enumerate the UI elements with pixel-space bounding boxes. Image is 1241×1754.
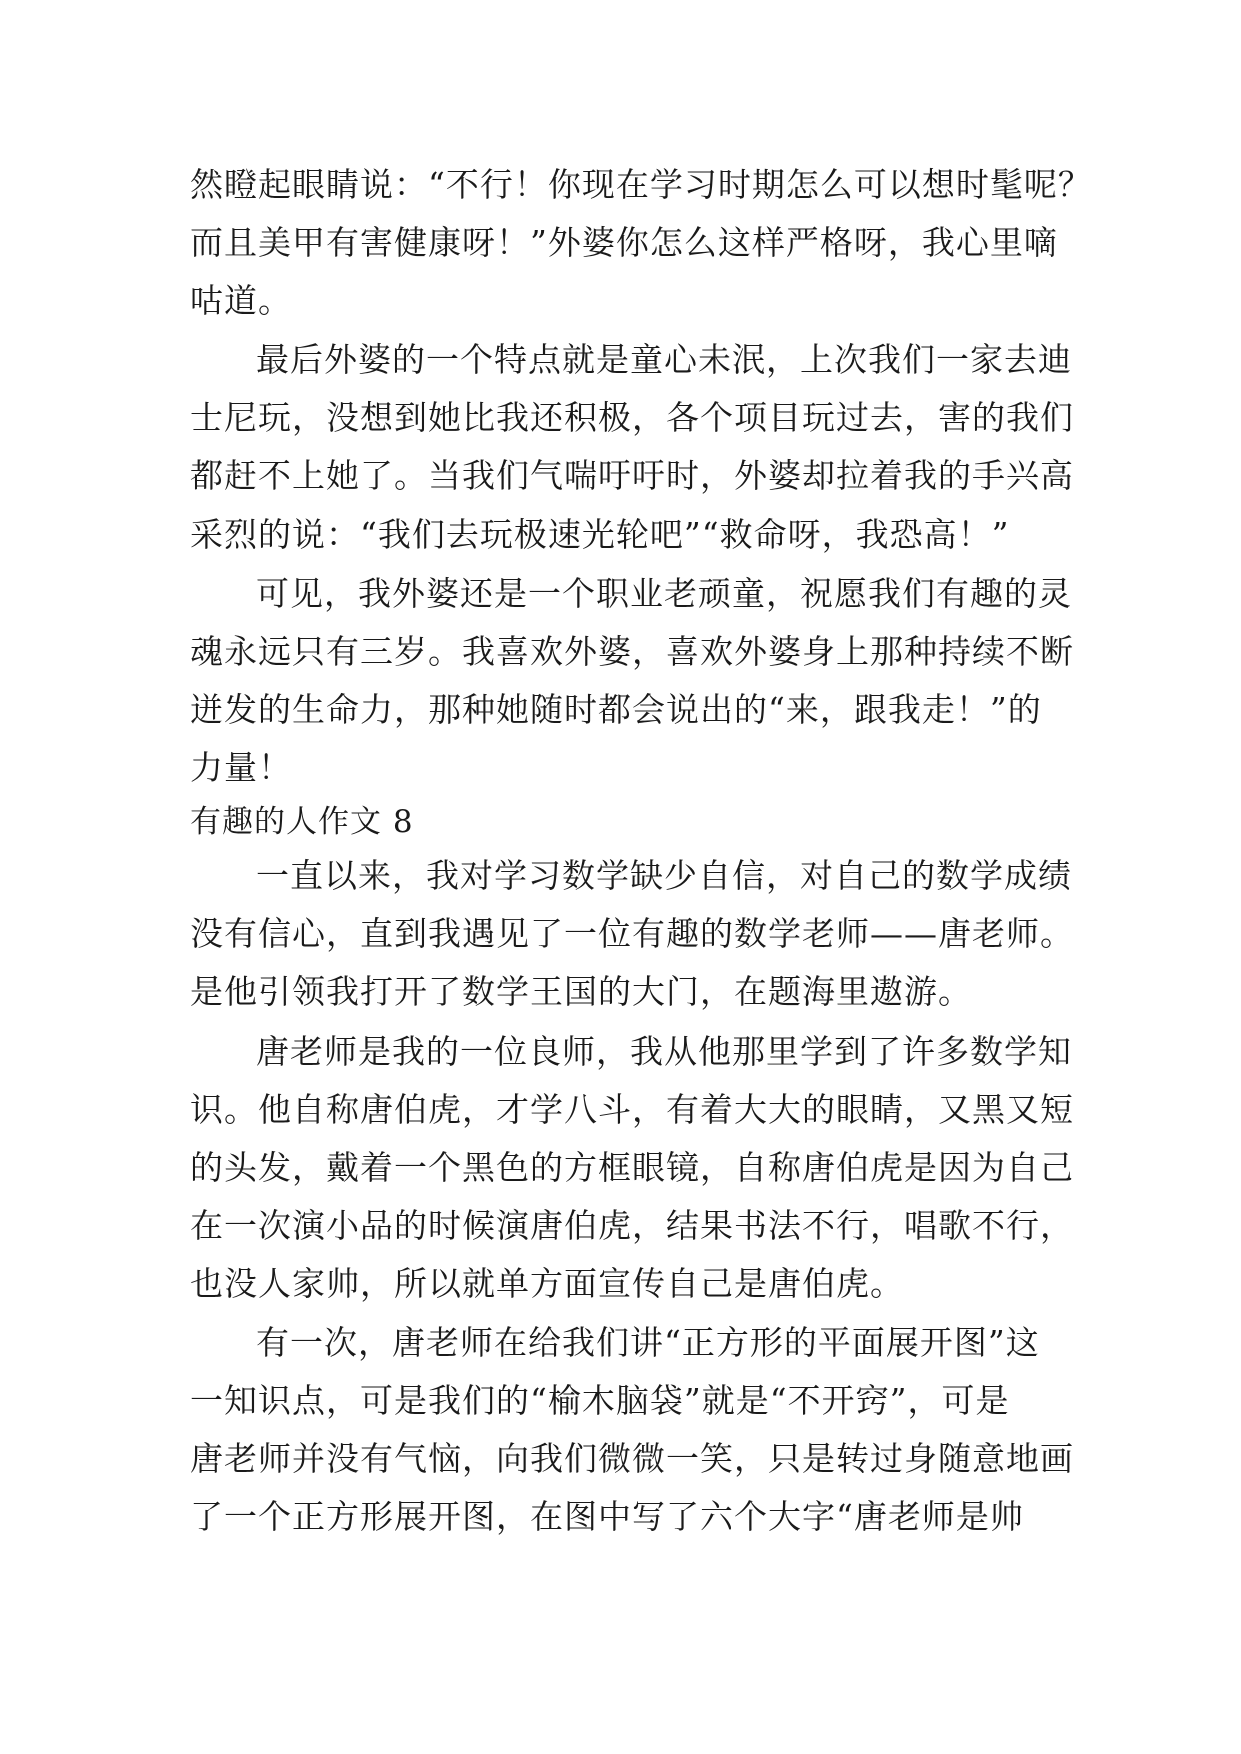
paragraph-first-line: 唐老师是我的一位良师，我从他那里学到了许多数学知 bbox=[256, 1032, 1072, 1071]
paragraph-first-line: 有一次，唐老师在给我们讲“正方形的平面展开图”这 bbox=[256, 1323, 1040, 1362]
text-line: 的头发，戴着一个黑色的方框眼镜，自称唐伯虎是因为自己 bbox=[190, 1148, 1074, 1187]
text-line: 迸发的生命力，那种她随时都会说出的“来，跟我走！”的 bbox=[190, 690, 1042, 729]
text-line: 都赶不上她了。当我们气喘吁吁时，外婆却拉着我的手兴高 bbox=[190, 456, 1074, 495]
text-line: 了一个正方形展开图，在图中写了六个大字“唐老师是帅 bbox=[190, 1497, 1024, 1536]
text-line: 唐老师并没有气恼，向我们微微一笑，只是转过身随意地画 bbox=[190, 1439, 1074, 1478]
text-line: 咕道。 bbox=[190, 281, 292, 320]
text-line: 一知识点，可是我们的“榆木脑袋”就是“不开窍”，可是 bbox=[190, 1381, 1010, 1420]
text-line: 也没人家帅，所以就单方面宣传自己是唐伯虎。 bbox=[190, 1264, 904, 1303]
text-line: 而且美甲有害健康呀！”外婆你怎么这样严格呀，我心里嘀 bbox=[190, 223, 1058, 262]
text-line: 魂永远只有三岁。我喜欢外婆，喜欢外婆身上那种持续不断 bbox=[190, 632, 1074, 671]
paragraph-first-line: 一直以来，我对学习数学缺少自信，对自己的数学成绩 bbox=[256, 856, 1072, 895]
text-line: 在一次演小品的时候演唐伯虎，结果书法不行，唱歌不行， bbox=[190, 1206, 1074, 1245]
text-line: 是他引领我打开了数学王国的大门，在题海里遨游。 bbox=[190, 972, 972, 1011]
text-line: 力量！ bbox=[190, 748, 292, 787]
paragraph-first-line: 可见，我外婆还是一个职业老顽童，祝愿我们有趣的灵 bbox=[256, 574, 1072, 613]
text-line: 然瞪起眼睛说：“不行！你现在学习时期怎么可以想时髦呢？ bbox=[190, 165, 1092, 204]
text-line: 士尼玩，没想到她比我还积极，各个项目玩过去，害的我们 bbox=[190, 398, 1074, 437]
section-heading: 有趣的人作文 8 bbox=[190, 804, 414, 840]
paragraph-first-line: 最后外婆的一个特点就是童心未泯，上次我们一家去迪 bbox=[256, 340, 1072, 379]
text-line: 采烈的说：“我们去玩极速光轮吧”“救命呀，我恐高！” bbox=[190, 515, 1010, 554]
text-line: 识。他自称唐伯虎，才学八斗，有着大大的眼睛，又黑又短 bbox=[190, 1090, 1074, 1129]
text-line: 没有信心，直到我遇见了一位有趣的数学老师——唐老师。 bbox=[190, 914, 1074, 953]
